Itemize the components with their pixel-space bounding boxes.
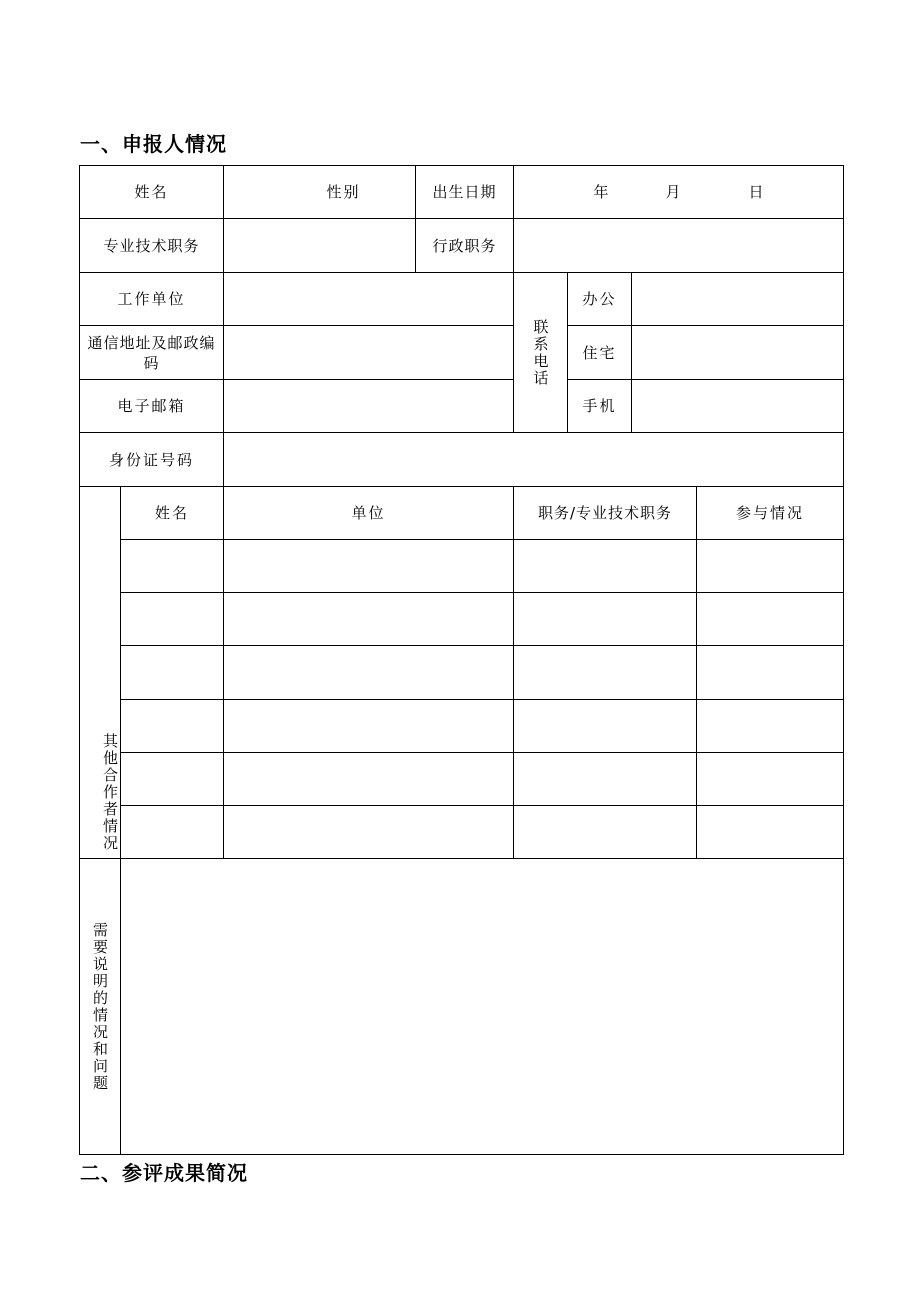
gender-label: 性别	[326, 183, 361, 201]
collaborators-side-label: 其他合作者情况	[101, 733, 119, 852]
collab-col-name: 姓名	[154, 504, 189, 522]
contact-phone-label: 联系电话	[531, 318, 550, 387]
month-label: 月	[665, 183, 683, 201]
id-number-label: 身份证号码	[108, 450, 194, 469]
notes-side-label: 需要说明的情况和问题	[91, 921, 109, 1092]
birth-date-label: 出生日期	[432, 183, 497, 201]
collab-col-title: 职务/专业技术职务	[537, 504, 673, 522]
email-label: 电子邮箱	[117, 397, 186, 415]
office-phone-label: 办公	[582, 290, 617, 308]
year-label: 年	[593, 183, 611, 201]
collab-col-participation: 参与情况	[735, 504, 804, 522]
home-phone-label: 住宅	[582, 343, 617, 362]
admin-title-label: 行政职务	[432, 236, 497, 255]
address-label: 通信地址及邮政编码	[87, 333, 216, 372]
section-2-title: 二、参评成果简况	[80, 1161, 248, 1185]
name-label: 姓名	[134, 183, 169, 201]
section-1-title: 一、申报人情况	[80, 132, 227, 156]
professional-title-label: 专业技术职务	[103, 236, 200, 255]
collab-col-unit: 单位	[351, 504, 386, 522]
mobile-phone-label: 手机	[582, 397, 617, 415]
work-unit-label: 工作单位	[117, 290, 186, 308]
day-label: 日	[748, 183, 766, 201]
